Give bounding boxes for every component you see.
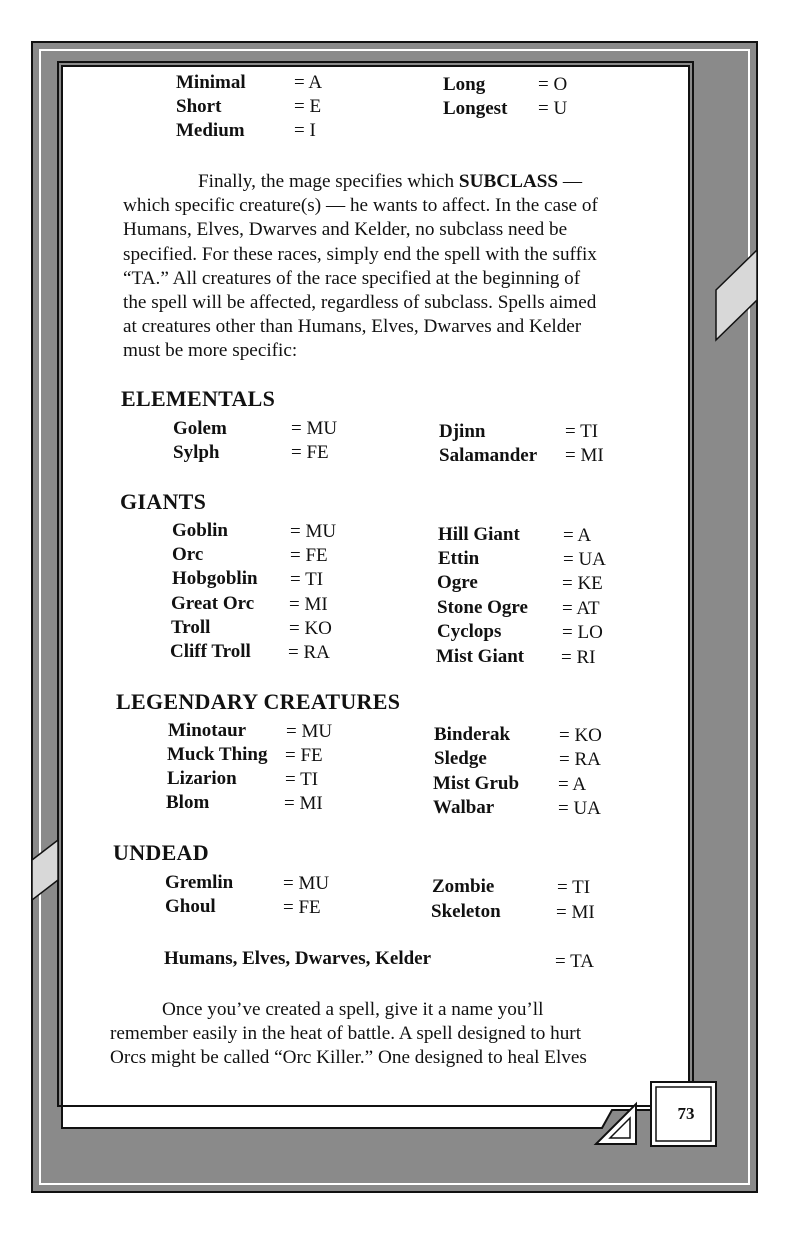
duration-code: = A <box>294 72 323 93</box>
duration-code: = U <box>538 98 568 119</box>
creature-code: = TI <box>290 569 324 590</box>
creature-name: Ghoul <box>165 896 216 917</box>
creature-name: Goblin <box>172 520 228 541</box>
creature-code: = KO <box>289 618 332 639</box>
creature-code: = A <box>563 525 592 546</box>
paragraph-line: Once you’ve created a spell, give it a name you’ll <box>162 999 544 1020</box>
paragraph-line: “TA.” All creatures of the race specified at the beginning of <box>123 267 581 289</box>
creature-name: Cyclops <box>437 621 502 642</box>
duration-name: Minimal <box>176 72 246 93</box>
paragraph-line: the spell will be affected, regardless of subclass. Spells aimed <box>123 292 597 314</box>
paragraph-line: Humans, Elves, Dwarves and Kelder, no subclass need be <box>123 219 568 241</box>
creature-name: Walbar <box>433 797 495 818</box>
duration-code: = I <box>294 120 316 141</box>
paragraph-line: remember easily in the heat of battle. A spell designed to hurt <box>110 1023 582 1045</box>
races-entry-name: Humans, Elves, Dwarves, Kelder <box>164 948 432 969</box>
creature-code: = UA <box>558 798 601 819</box>
creature-code: = RA <box>288 642 330 663</box>
paragraph-line: specified. For these races, simply end the spell with the suffix <box>123 243 597 265</box>
creature-code: = LO <box>562 622 603 643</box>
creature-name: Great Orc <box>171 593 255 614</box>
creature-name: Golem <box>173 418 227 439</box>
creature-name: Cliff Troll <box>170 641 251 662</box>
creature-code: = TI <box>285 769 319 790</box>
page-number: 73 <box>677 1104 695 1123</box>
creature-name: Stone Ogre <box>437 597 528 618</box>
creature-name: Djinn <box>439 421 486 442</box>
creature-name: Ogre <box>437 572 478 593</box>
races-entry-code: = TA <box>555 951 594 972</box>
creature-name: Salamander <box>439 445 538 466</box>
section-heading-legendary: LEGENDARY CREATURES <box>116 689 401 714</box>
creature-name: Muck Thing <box>167 744 268 765</box>
creature-code: = FE <box>290 545 328 566</box>
creature-name: Mist Grub <box>433 773 520 794</box>
creature-code: = UA <box>563 549 606 570</box>
creature-name: Blom <box>166 792 210 813</box>
creature-code: = FE <box>283 897 321 918</box>
creature-name: Hobgoblin <box>172 568 258 589</box>
paragraph-line: which specific creature(s) — he wants to affect. In the case of <box>123 195 598 217</box>
creature-name: Troll <box>171 617 211 638</box>
creature-code: = MU <box>290 521 337 542</box>
section-heading-elementals: ELEMENTALS <box>121 386 276 411</box>
creature-code: = KO <box>559 725 602 746</box>
creature-code: = FE <box>291 442 329 463</box>
duration-name: Short <box>176 96 222 117</box>
closing-paragraph <box>110 998 587 1071</box>
creature-code: = MI <box>565 445 604 466</box>
paragraph-text: Finally, the mage specifies which <box>198 171 459 192</box>
creature-code: = MU <box>283 873 330 894</box>
creature-code: = MU <box>286 721 333 742</box>
section-heading-giants: GIANTS <box>120 489 207 514</box>
creature-name: Zombie <box>432 876 495 897</box>
creature-name: Sledge <box>434 748 487 769</box>
duration-code: = E <box>294 96 322 117</box>
creature-name: Ettin <box>438 548 480 569</box>
duration-name: Medium <box>176 120 245 141</box>
creature-code: = MI <box>556 902 595 923</box>
creature-code: = FE <box>285 745 323 766</box>
creature-code: = RA <box>559 749 601 770</box>
paragraph-line: must be more specific: <box>123 340 298 362</box>
duration-name: Long <box>443 74 486 95</box>
subclass-paragraph <box>123 170 598 364</box>
creature-code: = TI <box>565 421 599 442</box>
paragraph-text: — <box>558 171 583 192</box>
creature-name: Mist Giant <box>436 646 525 667</box>
creature-code: = MI <box>284 793 323 814</box>
duration-name: Longest <box>443 98 508 119</box>
creature-code: = RI <box>561 647 596 668</box>
creature-name: Binderak <box>434 724 511 745</box>
creature-name: Lizarion <box>167 768 237 789</box>
creature-code: = A <box>558 774 587 795</box>
creature-name: Sylph <box>173 442 220 463</box>
creature-name: Minotaur <box>168 720 247 741</box>
creature-code: = MI <box>289 594 328 615</box>
creature-code: = TI <box>557 877 591 898</box>
creature-code: = KE <box>562 573 603 594</box>
duration-code: = O <box>538 74 568 95</box>
section-heading-undead: UNDEAD <box>113 840 209 865</box>
creature-name: Orc <box>172 544 204 565</box>
creature-name: Hill Giant <box>438 524 520 545</box>
creature-name: Skeleton <box>431 901 501 922</box>
paragraph-line <box>123 170 598 194</box>
creature-name: Gremlin <box>165 872 234 893</box>
creature-code: = AT <box>562 598 600 619</box>
creature-code: = MU <box>291 418 338 439</box>
paragraph-line: at creatures other than Humans, Elves, Dwarves and Kelder <box>123 316 582 338</box>
paragraph-line: Orcs might be called “Orc Killer.” One designed to heal Elves <box>110 1047 587 1069</box>
subclass-emphasis: SUBCLASS <box>458 171 559 192</box>
